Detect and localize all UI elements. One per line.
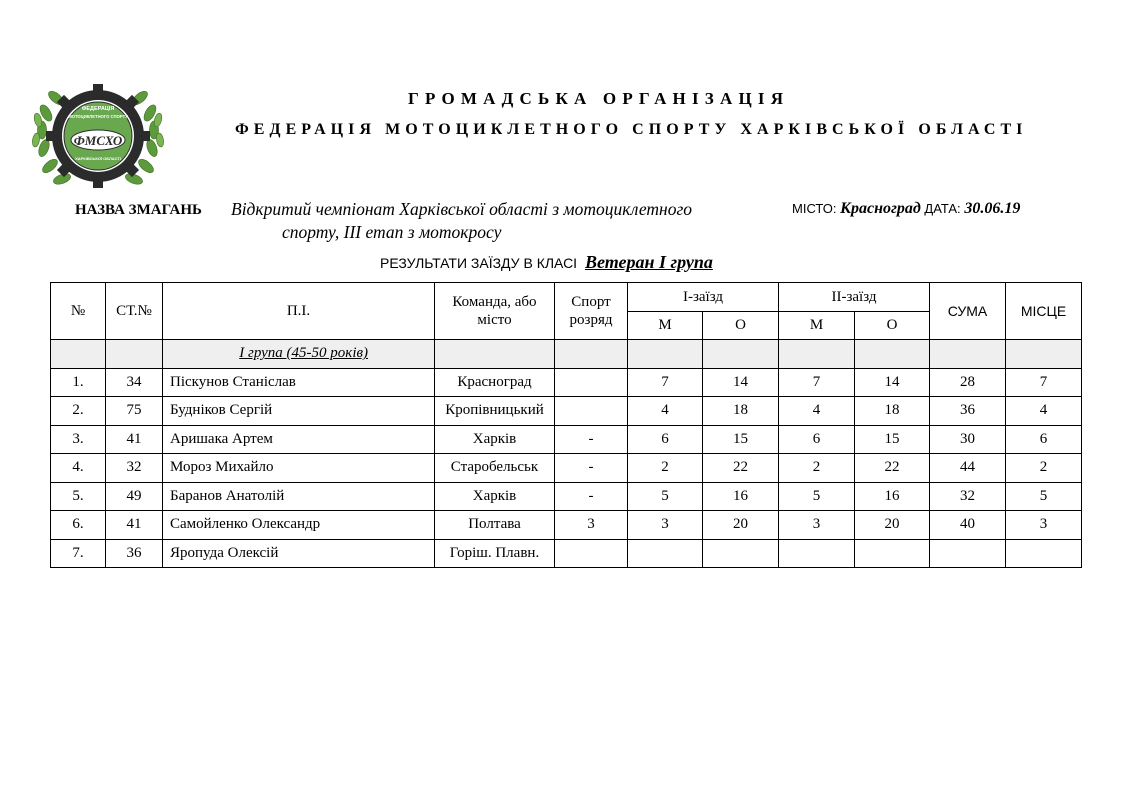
row-race2-m: 2 [779, 454, 855, 483]
table-row [51, 511, 1082, 540]
results-table [50, 282, 1082, 568]
row-sum: 40 [930, 511, 1006, 540]
row-team: Горіш. Плавн. [435, 539, 555, 568]
row-place: 7 [1006, 368, 1082, 397]
row-race1-o: 18 [703, 397, 779, 426]
table-row [51, 539, 1082, 568]
row-num: 2. [51, 397, 106, 426]
group-row [51, 340, 1082, 369]
row-race2-o [855, 539, 930, 568]
group-label: І група (45-50 років) [163, 340, 435, 369]
results-title [380, 252, 713, 273]
header-num: № [51, 283, 106, 340]
results-title-text: РЕЗУЛЬТАТИ ЗАЇЗДУ В КЛАСІ [380, 255, 578, 271]
row-race1-m: 5 [628, 482, 703, 511]
competition-name-line2: спорту, ІІІ етап з мотокросу [282, 222, 502, 242]
row-place: 6 [1006, 425, 1082, 454]
row-name: Баранов Анатолій [163, 482, 435, 511]
row-race2-o: 20 [855, 511, 930, 540]
row-name: Яропуда Олексій [163, 539, 435, 568]
row-sum: 44 [930, 454, 1006, 483]
row-start-num: 49 [106, 482, 163, 511]
row-num: 4. [51, 454, 106, 483]
row-place: 4 [1006, 397, 1082, 426]
table-row [51, 425, 1082, 454]
row-race1-o [703, 539, 779, 568]
header-race2-o: О [855, 311, 930, 340]
row-rank [555, 397, 628, 426]
row-sum: 32 [930, 482, 1006, 511]
federation-logo [30, 78, 166, 202]
logo-abbr-text: ФМСХО [73, 133, 123, 148]
row-rank [555, 539, 628, 568]
row-sum: 36 [930, 397, 1006, 426]
row-race1-m: 6 [628, 425, 703, 454]
header-start-num: СТ.№ [106, 283, 163, 340]
row-name: Мороз Михайло [163, 454, 435, 483]
table-row [51, 368, 1082, 397]
row-place: 2 [1006, 454, 1082, 483]
row-start-num: 75 [106, 397, 163, 426]
row-name: Самойленко Олександр [163, 511, 435, 540]
row-num: 3. [51, 425, 106, 454]
row-start-num: 32 [106, 454, 163, 483]
row-race1-m: 7 [628, 368, 703, 397]
row-race1-o: 22 [703, 454, 779, 483]
header-place: МІСЦЕ [1006, 283, 1082, 340]
row-race2-o: 22 [855, 454, 930, 483]
city-value: Красноград [840, 200, 921, 217]
row-start-num: 36 [106, 539, 163, 568]
logo-top-text: ФЕДЕРАЦІЯ [81, 106, 115, 112]
row-team: Старобельськ [435, 454, 555, 483]
row-team: Харків [435, 482, 555, 511]
row-race1-o: 14 [703, 368, 779, 397]
row-sum [930, 539, 1006, 568]
logo-subtitle-text: МОТОЦИКЛЕТНОГО СПОРТУ [68, 114, 128, 119]
logo-bottom-text: ХАРКІВСЬКОЇ ОБЛАСТІ [75, 156, 121, 161]
table-row [51, 397, 1082, 426]
table-row [51, 454, 1082, 483]
row-team: Харків [435, 425, 555, 454]
row-race1-m [628, 539, 703, 568]
row-race1-m: 4 [628, 397, 703, 426]
row-race2-m: 3 [779, 511, 855, 540]
competition-name-line1: Відкритий чемпіонат Харківської області з мотоциклетного [231, 199, 693, 219]
row-race2-o: 16 [855, 482, 930, 511]
row-name: Будніков Сергій [163, 397, 435, 426]
row-num: 7. [51, 539, 106, 568]
row-race2-o: 14 [855, 368, 930, 397]
header-race1-m: М [628, 311, 703, 340]
row-rank: - [555, 482, 628, 511]
row-race2-m: 6 [779, 425, 855, 454]
row-race1-o: 15 [703, 425, 779, 454]
header-sum: СУМА [930, 283, 1006, 340]
row-name: Піскунов Станіслав [163, 368, 435, 397]
row-race2-o: 18 [855, 397, 930, 426]
row-rank: - [555, 454, 628, 483]
row-race1-m: 2 [628, 454, 703, 483]
row-start-num: 41 [106, 511, 163, 540]
row-team: Красноград [435, 368, 555, 397]
header-race1: І-заїзд [628, 283, 779, 312]
date-value: 30.06.19 [964, 200, 1021, 217]
row-race2-m: 4 [779, 397, 855, 426]
row-place: 3 [1006, 511, 1082, 540]
row-race2-o: 15 [855, 425, 930, 454]
date-label: ДАТА: [924, 201, 961, 216]
federation-title: ФЕДЕРАЦІЯ МОТОЦИКЛЕТНОГО СПОРТУ ХАРКІВСЬКОЇ ОБЛАСТІ [235, 121, 1028, 138]
row-team: Полтава [435, 511, 555, 540]
table-row [51, 482, 1082, 511]
row-sum: 28 [930, 368, 1006, 397]
organization-title: ГРОМАДСЬКА ОРГАНІЗАЦІЯ [408, 89, 790, 108]
row-rank [555, 368, 628, 397]
competition-meta [792, 200, 1020, 218]
row-race2-m [779, 539, 855, 568]
row-rank: - [555, 425, 628, 454]
header-name: П.І. [163, 283, 435, 340]
header-race2: ІІ-заїзд [779, 283, 930, 312]
row-num: 1. [51, 368, 106, 397]
city-label: МІСТО: [792, 201, 837, 216]
class-name: Ветеран І група [584, 252, 713, 272]
header-race1-o: О [703, 311, 779, 340]
row-place [1006, 539, 1082, 568]
row-name: Аришака Артем [163, 425, 435, 454]
row-start-num: 34 [106, 368, 163, 397]
competition-label: НАЗВА ЗМАГАНЬ [75, 202, 202, 218]
row-rank: 3 [555, 511, 628, 540]
row-race1-m: 3 [628, 511, 703, 540]
row-num: 6. [51, 511, 106, 540]
row-race2-m: 5 [779, 482, 855, 511]
header-rank: Спорт розряд [555, 283, 628, 340]
row-sum: 30 [930, 425, 1006, 454]
header-team: Команда, або місто [435, 283, 555, 340]
row-race2-m: 7 [779, 368, 855, 397]
row-race1-o: 16 [703, 482, 779, 511]
header-race2-m: М [779, 311, 855, 340]
row-race1-o: 20 [703, 511, 779, 540]
row-num: 5. [51, 482, 106, 511]
row-start-num: 41 [106, 425, 163, 454]
row-team: Кропівницький [435, 397, 555, 426]
row-place: 5 [1006, 482, 1082, 511]
